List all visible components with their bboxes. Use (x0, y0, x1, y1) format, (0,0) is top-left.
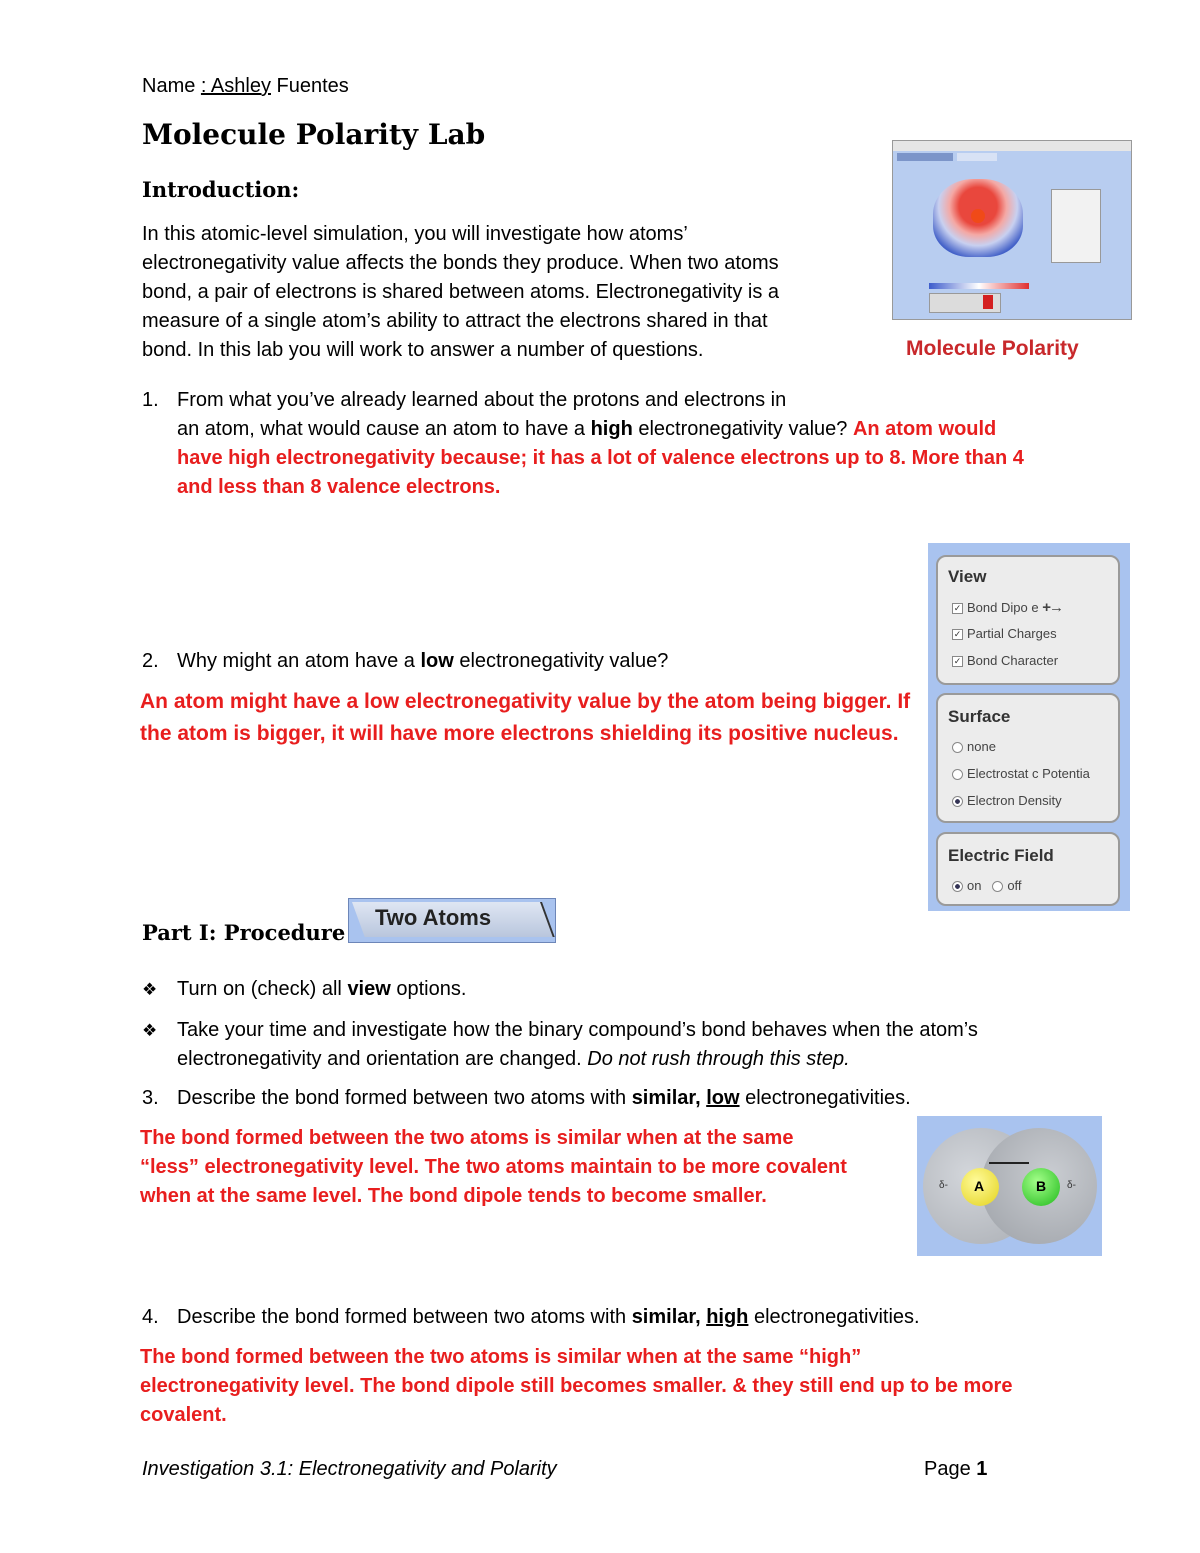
partial-charges-checkbox[interactable]: ✓ Partial Charges (953, 626, 1057, 641)
q3-answer: The bond formed between the two atoms is similar when at the same “less” electronegativity level. The two atoms maintain to be more covalent when at the same level. The bond dipole tends to become smaller. (140, 1127, 847, 1207)
electric-field-radios[interactable]: on off (952, 878, 1022, 893)
q1-answer: An atom would (852, 418, 997, 440)
procedure-bullets: ❖ Turn on (check) all view options. ❖ Take your time and investigate how the binary compound’s bond behaves when the atom’s electronegativity and orientation are changed. Do not rush through this step. (142, 975, 1102, 1074)
two-atoms-image: A B δ- δ- (917, 1116, 1102, 1256)
question-1: 1. From what you’ve already learned about the protons and electrons in an atom, what would cause an atom to have a high electronegativity value? An atom would have high electronegativity because; it has a lot of valence electrons up to 8. More than 4 and less than 8 valence electrons. (142, 389, 1024, 498)
bullet-icon: ❖ (142, 980, 158, 999)
intro-paragraph: In this atomic-level simulation, you will investigate how atoms’ electronegativity value affects the bonds they produce. When two atoms bond, a pair of electrons is shared between atoms. Electronegativity is a measure of a single atom’s ability to attract the electrons shared in that bond. In this lab you will work to answer a number of questions. (142, 223, 780, 361)
page-number: Page 1 (924, 1458, 988, 1480)
q4-answer: The bond formed between the two atoms is similar when at the same “high” electronegativity level. The bond dipole still becomes smaller. & they still end up to be more covalent. (140, 1346, 1013, 1426)
surface-none-radio[interactable]: none (952, 739, 996, 754)
bond-character-checkbox[interactable]: ✓ Bond Character (953, 653, 1059, 668)
part-1-heading: Part I: Procedure (142, 920, 346, 945)
sim-caption: Molecule Polarity (906, 337, 1079, 360)
simulation-screenshot (892, 140, 1132, 320)
bullet-item: ❖ Turn on (check) all view options. (142, 975, 1102, 1004)
view-group: View ✓ Bond Dipo e +→ ✓ Partial Charges ✓ Bond Character (936, 555, 1120, 685)
question-3: 3. Describe the bond formed between two atoms with similar, low electronegativities. (142, 1087, 911, 1109)
question-2: 2. Why might an atom have a low electronegativity value? (142, 650, 669, 672)
surface-group: Surface none Electrostat c Potentia Electron Density (936, 693, 1120, 823)
intro-heading: Introduction: (142, 177, 300, 202)
view-options-panel (928, 543, 1130, 911)
two-atoms-tab[interactable]: Two Atoms (375, 905, 492, 930)
two-atoms-tab-image (348, 898, 556, 943)
q2-answer: An atom might have a low electronegativity value by the atom being bigger. If the atom is bigger, it will have more electrons shielding its positive nucleus. (140, 690, 911, 745)
dipole-arrow-icon (989, 1162, 1029, 1164)
electric-field-group: Electric Field on off (936, 832, 1120, 906)
page-title: Molecule Polarity Lab (142, 118, 486, 151)
name-line: Name : Ashley Fuentes (142, 75, 349, 97)
surface-electrostatic-radio[interactable]: Electrostat c Potentia (952, 766, 1090, 781)
bullet-item: ❖ Take your time and investigate how the binary compound’s bond behaves when the atom’s (142, 1016, 1102, 1045)
bullet-icon: ❖ (142, 1021, 158, 1040)
question-4: 4. Describe the bond formed between two atoms with similar, high electronegativities. (142, 1306, 920, 1328)
footer-left: Investigation 3.1: Electronegativity and Polarity (142, 1458, 557, 1480)
dipole-arrow-icon: +→ (1042, 599, 1062, 616)
surface-electron-density-radio[interactable]: Electron Density (952, 793, 1062, 808)
bond-dipole-checkbox[interactable]: ✓ Bond Dipo e +→ (953, 599, 1062, 616)
